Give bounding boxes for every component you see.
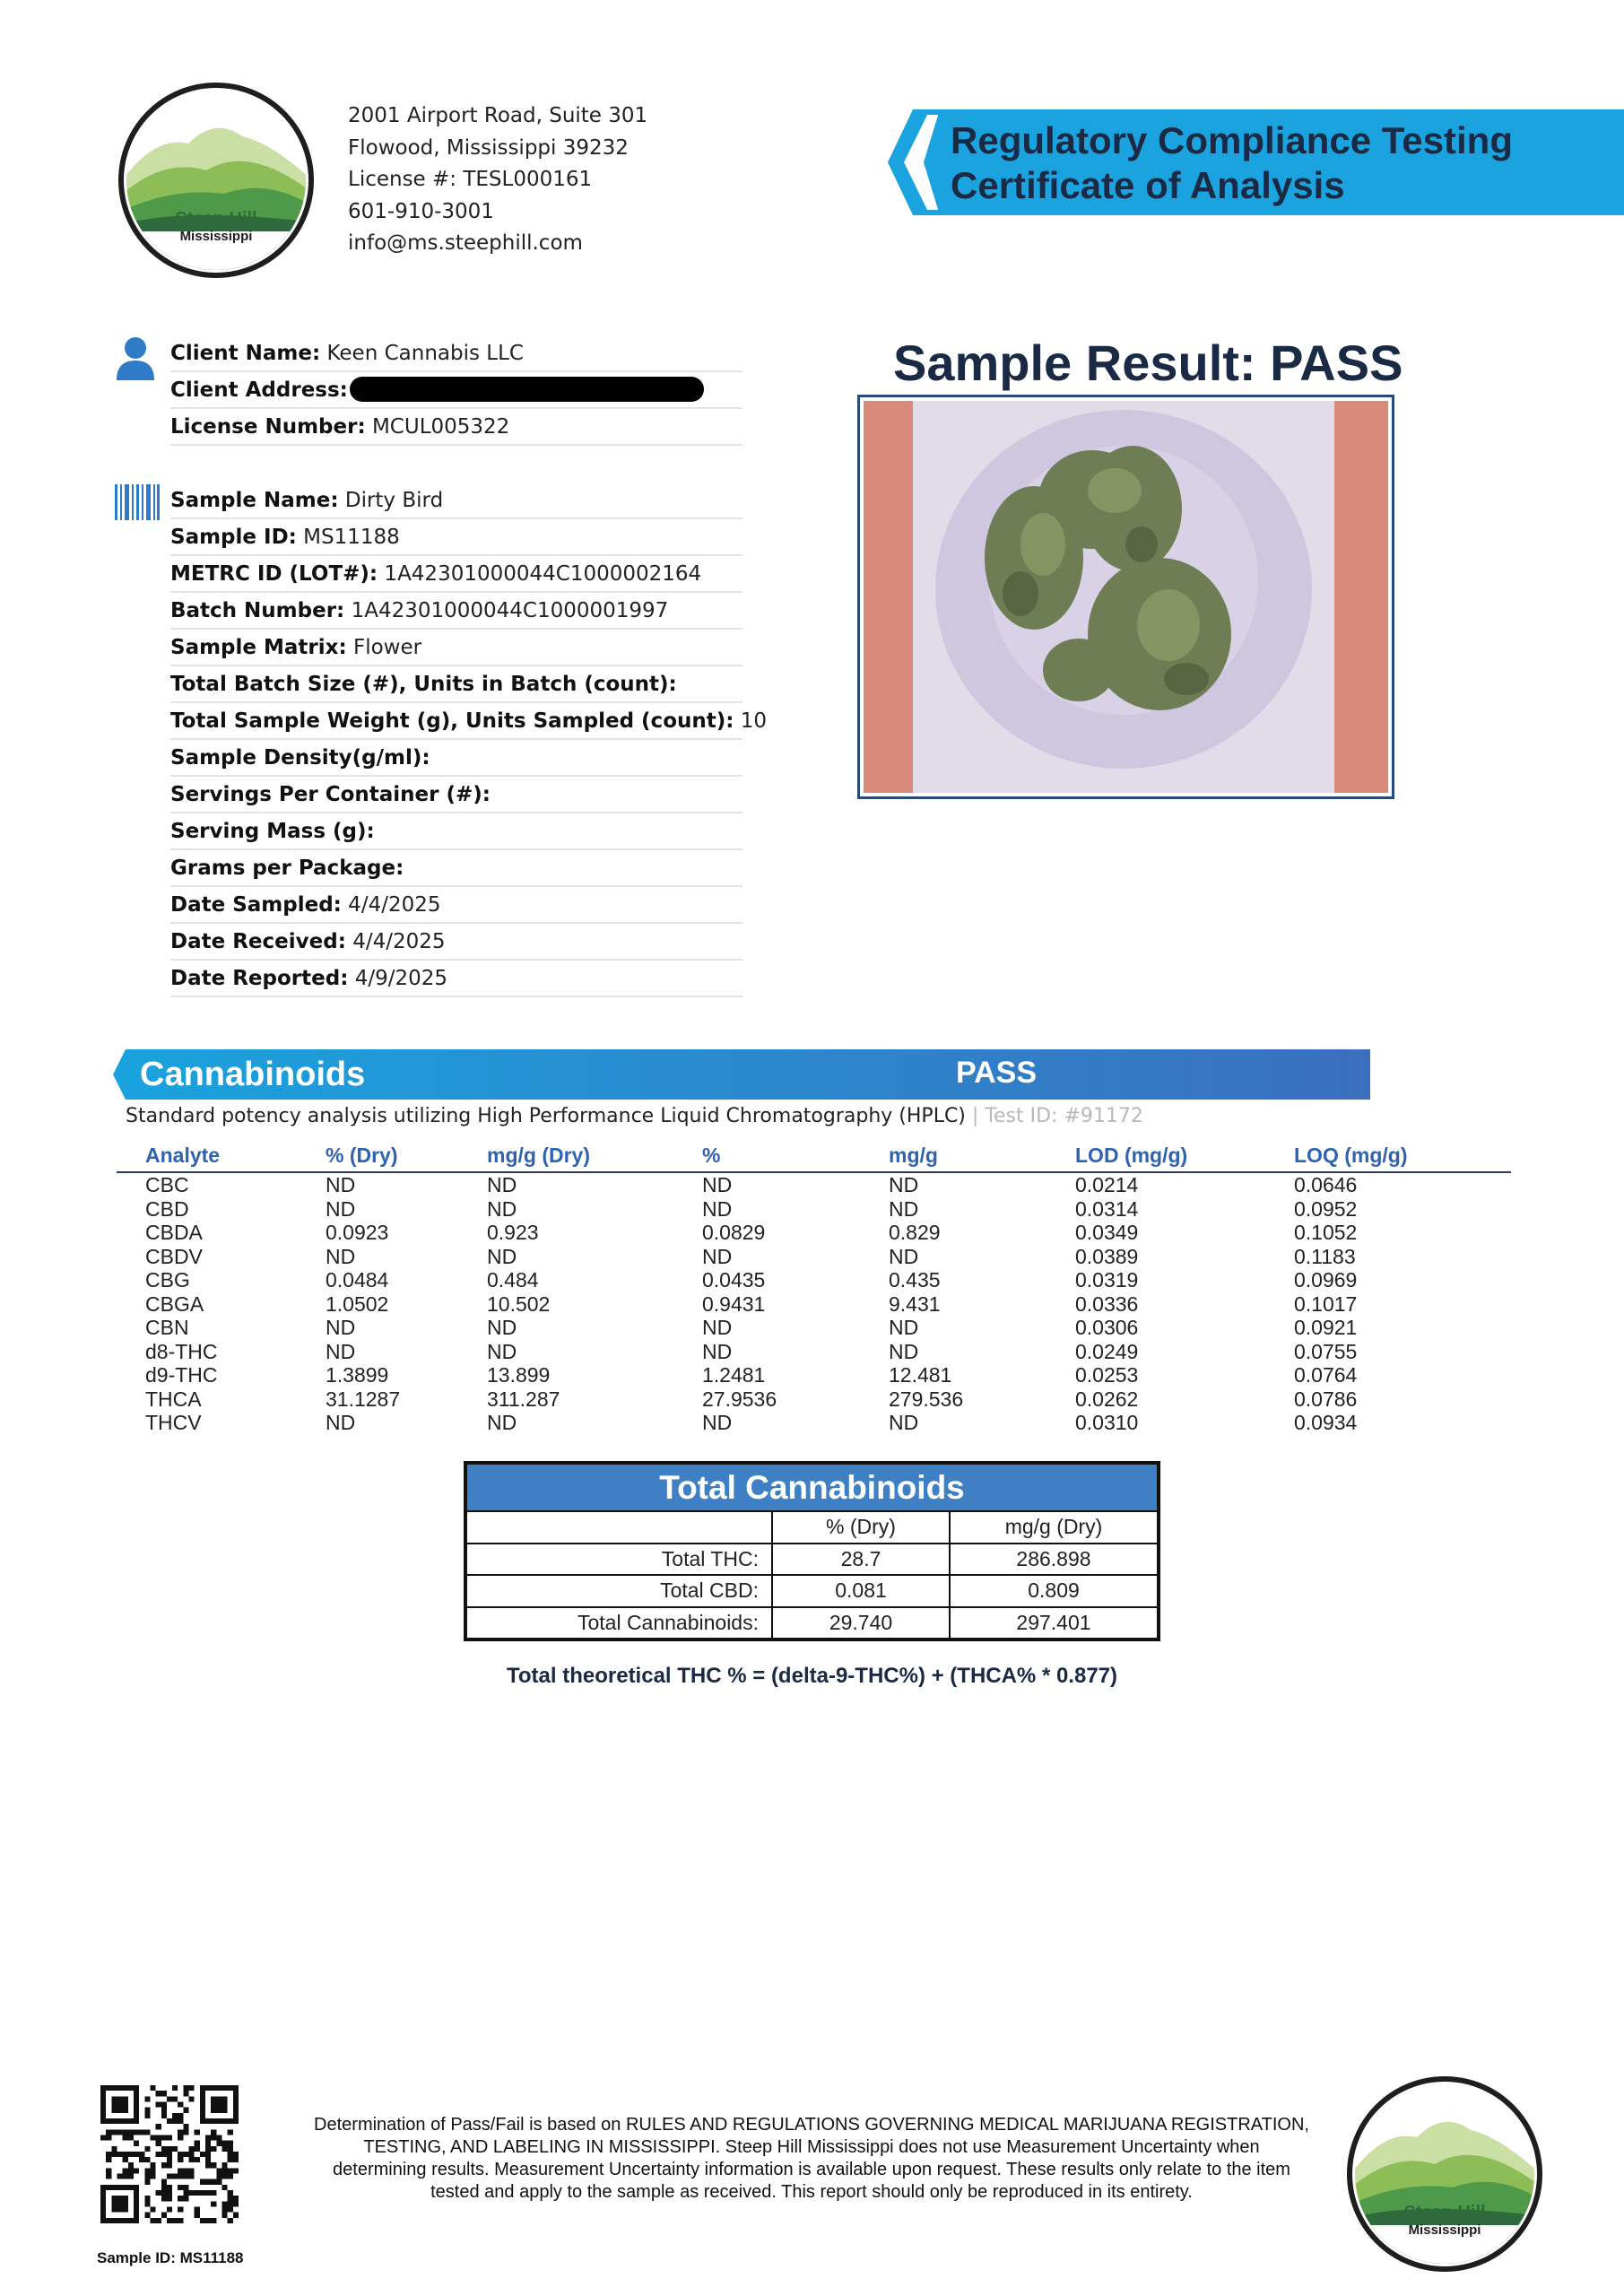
disclaimer <box>300 2114 1323 2204</box>
analyte-name: CBDV <box>145 1244 203 1268</box>
analyte-value: 0.0646 <box>1294 1173 1358 1196</box>
analyte-value: ND <box>326 1196 356 1221</box>
sample-info-label: Date Received: <box>170 930 346 953</box>
analyte-value: 0.0389 <box>1075 1244 1139 1268</box>
analyte-value: 0.0262 <box>1075 1387 1139 1411</box>
analyte-value: 279.536 <box>889 1387 964 1411</box>
sample-info-row <box>170 961 743 997</box>
analyte-value: 0.0764 <box>1294 1363 1358 1387</box>
analyte-value: ND <box>326 1173 356 1196</box>
analyte-name: d8-THC <box>145 1339 218 1363</box>
cannabinoids-status: PASS <box>955 1056 1038 1090</box>
analyte-value: ND <box>702 1316 733 1339</box>
footer-sample-id: Sample ID: MS11188 <box>97 2249 244 2266</box>
steep-hill-logo <box>117 81 316 280</box>
analyte-row <box>117 1387 1511 1412</box>
analyte-value: 0.0310 <box>1075 1411 1139 1434</box>
analyte-row <box>117 1411 1511 1435</box>
analyte-value: 0.484 <box>487 1268 539 1292</box>
analyte-value: ND <box>487 1411 517 1434</box>
analyte-name: CBG <box>145 1268 190 1292</box>
analyte-column-header: mg/g (Dry) <box>487 1144 590 1167</box>
totals-value: 28.7 <box>771 1544 949 1575</box>
sample-info-value: 1A42301000044C1000001997 <box>344 599 669 622</box>
analyte-value: 0.9431 <box>702 1292 766 1316</box>
sample-info-row <box>170 666 743 703</box>
analyte-value: ND <box>702 1411 733 1434</box>
analyte-value: 0.0952 <box>1294 1196 1358 1221</box>
analyte-table-body <box>117 1173 1511 1435</box>
lab-email: info@ms.steephill.com <box>348 231 583 255</box>
analyte-name: d9-THC <box>145 1363 218 1387</box>
sample-photo <box>857 395 1394 799</box>
sample-info-row <box>170 740 743 777</box>
sample-info-value: 1A42301000044C1000002164 <box>378 562 702 586</box>
analyte-name: CBDA <box>145 1221 203 1244</box>
analyte-value: ND <box>326 1316 356 1339</box>
analyte-value: ND <box>889 1196 919 1221</box>
analyte-value: 0.0786 <box>1294 1387 1358 1411</box>
analyte-row <box>117 1268 1511 1292</box>
analyte-value: 1.0502 <box>326 1292 389 1316</box>
analyte-value: ND <box>487 1244 517 1268</box>
logo-text-line1: Steep Hill <box>175 209 257 229</box>
analyte-value: 0.0923 <box>326 1221 389 1244</box>
sample-result-title: Sample Result: PASS <box>893 335 1403 391</box>
analyte-row <box>117 1245 1511 1269</box>
client-address-label: Client Address: <box>170 378 348 402</box>
logo-text-line2: Mississippi <box>179 229 253 244</box>
totals-row <box>467 1606 1157 1639</box>
analyte-value: ND <box>702 1173 733 1196</box>
banner-line1: Regulatory Compliance Testing <box>951 119 1513 161</box>
analyte-value: 0.0306 <box>1075 1316 1139 1339</box>
totals-header-row <box>467 1510 1157 1543</box>
sample-info-label: Sample Density(g/ml): <box>170 746 430 770</box>
analyte-row <box>117 1197 1511 1222</box>
totals-value: 0.081 <box>771 1576 949 1606</box>
analyte-value: 1.3899 <box>326 1363 389 1387</box>
sample-info-row <box>170 483 743 519</box>
analyte-row <box>117 1292 1511 1317</box>
analyte-value: 0.0484 <box>326 1268 389 1292</box>
analyte-value: 0.0336 <box>1075 1292 1139 1316</box>
analyte-row <box>117 1173 1511 1197</box>
redaction-bar <box>350 377 704 402</box>
totals-value: 29.740 <box>771 1608 949 1639</box>
analyte-value: 0.0921 <box>1294 1316 1358 1339</box>
sample-info-value: Dirty Bird <box>338 489 444 512</box>
analyte-name: CBN <box>145 1316 189 1339</box>
analyte-value: ND <box>326 1339 356 1363</box>
total-cannabinoids-table <box>464 1461 1160 1641</box>
analyte-value: 1.2481 <box>702 1363 766 1387</box>
analyte-value: 0.0249 <box>1075 1339 1139 1363</box>
disclaimer-line: TESTING, AND LABELING IN MISSISSIPPI. Steep Hill Mississippi does not use Measurement Uncertainty when <box>363 2137 1260 2157</box>
analyte-value: 0.435 <box>889 1268 941 1292</box>
analyte-value: 0.1017 <box>1294 1292 1358 1316</box>
totals-title: Total Cannabinoids <box>467 1465 1157 1510</box>
analyte-value: 0.923 <box>487 1221 539 1244</box>
analyte-value: ND <box>702 1339 733 1363</box>
analyte-value: 0.0435 <box>702 1268 766 1292</box>
analyte-value: 0.0829 <box>702 1221 766 1244</box>
thc-formula: Total theoretical THC % = (delta-9-THC%) + (THCA% * 0.877) <box>507 1664 1117 1688</box>
analyte-name: CBC <box>145 1173 189 1196</box>
analyte-value: 0.1052 <box>1294 1221 1358 1244</box>
analyte-value: 12.481 <box>889 1363 952 1387</box>
analyte-value: ND <box>889 1244 919 1268</box>
barcode-icon <box>115 484 160 520</box>
analyte-value: ND <box>702 1196 733 1221</box>
sample-info-label: Serving Mass (g): <box>170 820 375 843</box>
analyte-value: 0.0253 <box>1075 1363 1139 1387</box>
analyte-value: 0.0214 <box>1075 1173 1139 1196</box>
lab-license: License #: TESL000161 <box>348 168 593 191</box>
sample-info-value: Flower <box>346 636 422 659</box>
logo-text-line1: Steep Hill <box>1403 2203 1486 2222</box>
analyte-value: 0.0755 <box>1294 1339 1358 1363</box>
analyte-value: 0.0319 <box>1075 1268 1139 1292</box>
totals-label: Total THC: <box>661 1546 759 1570</box>
lab-phone: 601-910-3001 <box>348 199 494 223</box>
analyte-value: ND <box>889 1173 919 1196</box>
sample-info-label: Date Reported: <box>170 967 349 990</box>
sample-info-value: 4/4/2025 <box>341 893 441 917</box>
sample-info-value: 4/9/2025 <box>348 967 447 990</box>
analyte-name: THCV <box>145 1411 202 1434</box>
certificate-banner <box>888 109 1624 215</box>
disclaimer-line: tested and apply to the sample as received. This report should only be reproduced in its entirety. <box>430 2182 1193 2202</box>
test-id: | Test ID: #91172 <box>965 1105 1143 1127</box>
analyte-row <box>117 1221 1511 1245</box>
analyte-value: ND <box>326 1411 356 1434</box>
analyte-value: ND <box>487 1339 517 1363</box>
sample-info-label: Grams per Package: <box>170 857 404 880</box>
sample-info-row <box>170 887 743 924</box>
analyte-value: ND <box>487 1196 517 1221</box>
analyte-value: 0.0969 <box>1294 1268 1358 1292</box>
totals-value: 286.898 <box>949 1544 1157 1575</box>
qr-code[interactable] <box>100 2085 239 2223</box>
analyte-column-header: % <box>702 1144 721 1167</box>
analyte-column-header: Analyte <box>145 1144 221 1167</box>
client-address-row <box>170 372 743 409</box>
sample-info-label: Total Batch Size (#), Units in Batch (count): <box>170 673 677 696</box>
analyte-column-header: mg/g <box>889 1144 938 1167</box>
analyte-column-header: LOD (mg/g) <box>1075 1144 1188 1167</box>
totals-value: 0.809 <box>949 1576 1157 1606</box>
sample-info-row <box>170 593 743 630</box>
analyte-value: ND <box>326 1244 356 1268</box>
sample-info-label: Sample ID: <box>170 526 297 549</box>
analyte-value: ND <box>889 1411 919 1434</box>
analyte-row <box>117 1363 1511 1387</box>
totals-value: 297.401 <box>949 1608 1157 1639</box>
analyte-value: 0.0314 <box>1075 1196 1139 1221</box>
totals-row <box>467 1574 1157 1606</box>
analyte-table <box>117 1139 1511 1435</box>
totals-header-cell <box>467 1512 771 1543</box>
client-license-row <box>170 409 743 446</box>
analyte-value: 27.9536 <box>702 1387 777 1411</box>
sample-info-value: 10 <box>734 709 768 733</box>
analyte-value: 0.0934 <box>1294 1411 1358 1434</box>
client-name-value: Keen Cannabis LLC <box>320 342 524 365</box>
sample-info-label: Servings Per Container (#): <box>170 783 491 806</box>
lab-address-line1: 2001 Airport Road, Suite 301 <box>348 104 648 127</box>
client-license-label: License Number: <box>170 415 366 439</box>
analyte-value: ND <box>487 1173 517 1196</box>
analyte-value: 13.899 <box>487 1363 551 1387</box>
analyte-column-header: LOQ (mg/g) <box>1294 1144 1408 1167</box>
analyte-value: 311.287 <box>487 1387 560 1411</box>
sample-info-row <box>170 813 743 850</box>
sample-info-row <box>170 630 743 666</box>
method-text: Standard potency analysis utilizing High Performance Liquid Chromatography (HPLC) <box>126 1105 966 1127</box>
banner-line2: Certificate of Analysis <box>951 164 1345 206</box>
analyte-column-header: % (Dry) <box>326 1144 398 1167</box>
lab-contact-info <box>348 100 647 260</box>
analyte-value: 0.829 <box>889 1221 941 1244</box>
analyte-value: 31.1287 <box>326 1387 401 1411</box>
sample-info-row <box>170 519 743 556</box>
analyte-row <box>117 1340 1511 1364</box>
analyte-value: 0.1183 <box>1294 1244 1356 1268</box>
sample-info-value: MS11188 <box>296 526 400 549</box>
sample-info-label: Total Sample Weight (g), Units Sampled (count): <box>170 709 734 733</box>
client-license-value: MCUL005322 <box>365 415 510 439</box>
analyte-table-header <box>117 1139 1511 1173</box>
sample-info-label: Date Sampled: <box>170 893 342 917</box>
analyte-name: THCA <box>145 1387 202 1411</box>
analyte-value: ND <box>889 1316 919 1339</box>
totals-header-cell: mg/g (Dry) <box>949 1512 1157 1543</box>
client-name-row <box>170 335 743 372</box>
analyte-value: 10.502 <box>487 1292 551 1316</box>
client-name-label: Client Name: <box>170 342 321 365</box>
lab-address-line2: Flowood, Mississippi 39232 <box>348 135 629 160</box>
analyte-row <box>117 1316 1511 1340</box>
totals-row <box>467 1543 1157 1575</box>
sample-info-row <box>170 703 768 740</box>
cannabinoids-title: Cannabinoids <box>140 1056 366 1093</box>
person-icon <box>115 335 156 382</box>
cannabinoids-section-header <box>113 1049 1370 1100</box>
sample-info-row <box>170 777 743 813</box>
analyte-value: ND <box>487 1316 517 1339</box>
sample-info-label: Sample Name: <box>170 489 339 512</box>
analyte-value: ND <box>889 1339 919 1363</box>
logo-text-line2: Mississippi <box>1408 2222 1481 2238</box>
disclaimer-line: determining results. Measurement Uncertainty information is available upon request. These results only relate to the item <box>333 2160 1290 2179</box>
totals-header-cell: % (Dry) <box>771 1512 949 1543</box>
sample-info-label: METRC ID (LOT#): <box>170 562 378 586</box>
analyte-value: ND <box>702 1244 733 1268</box>
client-info <box>170 335 743 446</box>
analyte-value: 9.431 <box>889 1292 941 1316</box>
sample-info <box>170 483 768 997</box>
sample-info-value: 4/4/2025 <box>345 930 446 953</box>
sample-info-label: Batch Number: <box>170 599 345 622</box>
sample-info-row <box>170 850 743 887</box>
sample-info-row <box>170 556 743 593</box>
analyte-name: CBD <box>145 1196 189 1221</box>
sample-info-row <box>170 924 743 961</box>
totals-label: Total CBD: <box>660 1578 759 1602</box>
totals-label: Total Cannabinoids: <box>577 1610 759 1634</box>
analyte-name: CBGA <box>145 1292 204 1316</box>
analyte-value: 0.0349 <box>1075 1221 1139 1244</box>
steep-hill-logo-footer <box>1345 2074 1544 2274</box>
sample-info-label: Sample Matrix: <box>170 636 347 659</box>
disclaimer-line: Determination of Pass/Fail is based on RULES AND REGULATIONS GOVERNING MEDICAL MARIJUANA REGISTRATION, <box>314 2115 1309 2135</box>
method-description <box>126 1105 1143 1127</box>
